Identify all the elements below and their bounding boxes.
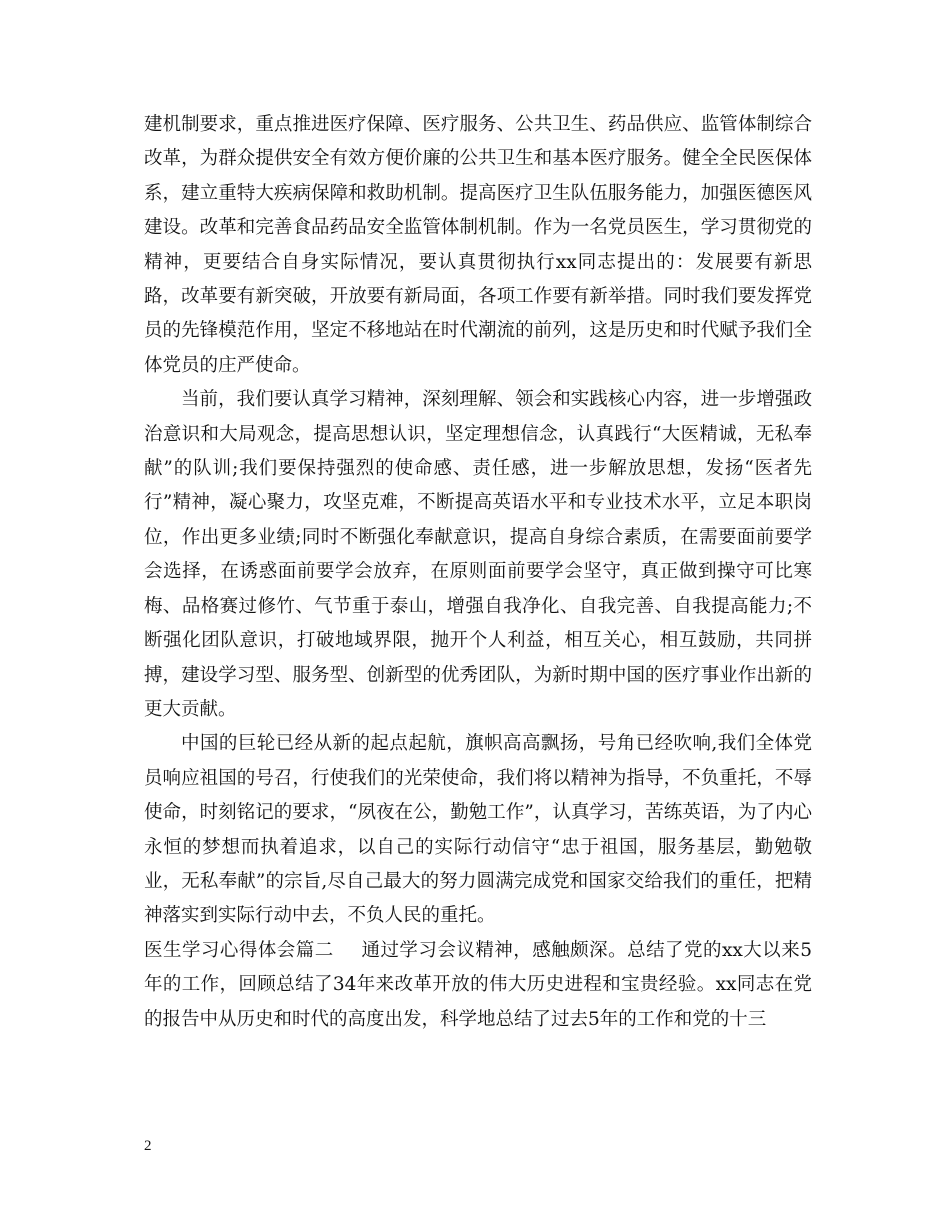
section-paragraph [144,934,812,1037]
paragraph-1: 建机制要求，重点推进医疗保障、医疗服务、公共卫生、药品供应、监管体制综合改革，为群众提供安全有效方便价廉的公共卫生和基本医疗服务。健全全民医保体系，建立重特大疾病保障和救助机制。提高医疗卫生队伍服务能力，加强医德医风建设。改革和完善食品药品安全监管体制机制。作为一名党员医生，学习贯彻党的精神，更要结合自身实际情况，要认真贯彻执行xx同志提出的：发展要有新思路，改革要有新突破，开放要有新局面，各项工作要有新举措。同时我们要发挥党员的先锋模范作用，坚定不移地站在时代潮流的前列，这是历史和时代赋予我们全体党员的庄严使命。 [144,114,812,376]
document-body [144,108,812,1037]
section-heading: 医生学习心得体会篇二 [144,939,334,961]
paragraph-2: 当前，我们要认真学习精神，深刻理解、领会和实践核心内容，进一步增强政治意识和大局观念，提高思想认识，坚定理想信念，认真践行“大医精诚，无私奉献”的队训;我们要保持强烈的使命感、责任感，进一步解放思想，发扬“医者先行”精神，凝心聚力，攻坚克难，不断提高英语水平和专业技术水平，立足本职岗位，作出更多业绩;同时不断强化奉献意识，提高自身综合素质，在需要面前要学会选择，在诱惑面前要学会放弃，在原则面前要学会坚守，真正做到操守可比寒梅、品格赛过修竹、气节重于泰山，增强自我净化、自我完善、自我提高能力;不断强化团队意识，打破地域界限，抛开个人利益，相互关心，相互鼓励，共同拼搏，建设学习型、服务型、创新型的优秀团队，为新时期中国的医疗事业作出新的更大贡献。 [144,389,812,720]
page-number: 2 [144,1138,152,1154]
paragraph-3: 中国的巨轮已经从新的起点起航，旗帜高高飘扬，号角已经吹响,我们全体党员响应祖国的号召，行使我们的光荣使命，我们将以精神为指导，不负重托，不辱使命，时刻铭记的要求，“夙夜在公，勤勉工作”，认真学习，苦练英语，为了内心永恒的梦想而执着追求，以自己的实际行动信守“忠于祖国，服务基层，勤勉敬业，无私奉献”的宗旨,尽自己最大的努力圆满完成党和国家交给我们的重任，把精神落实到实际行动中去，不负人民的重托。 [144,733,812,927]
section-text: 通过学习会议精神，感触颇深。总结了党的xx大以来5年的工作，回顾总结了34年来改革开放的伟大历史进程和宝贵经验。xx同志在党的报告中从历史和时代的高度出发，科学地总结了过去5年的工作和党的十三 [144,939,812,1030]
